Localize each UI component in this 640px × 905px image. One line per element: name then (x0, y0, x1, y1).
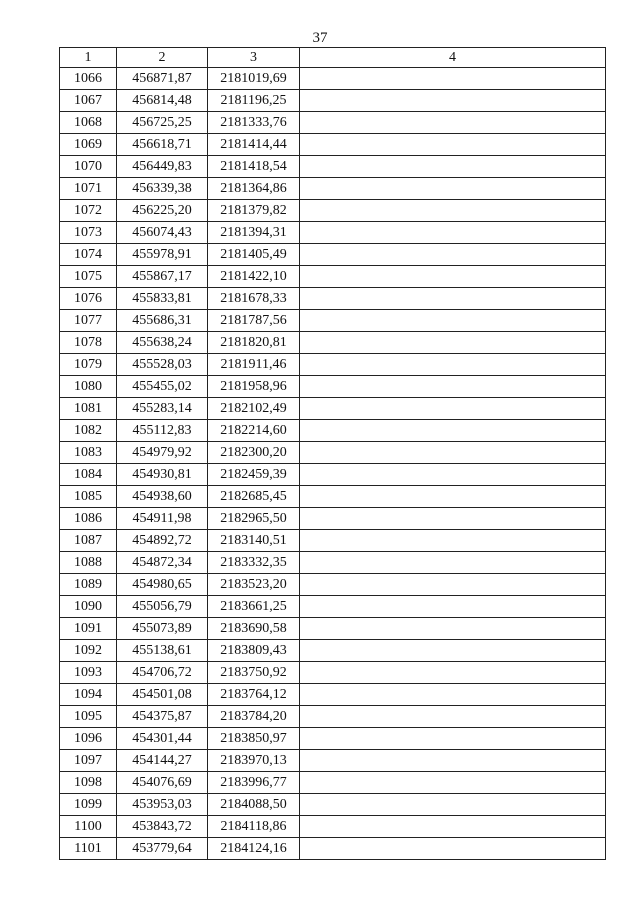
x-coordinate-cell: 456074,43 (117, 222, 208, 244)
point-number-cell: 1084 (60, 464, 117, 486)
table-row (60, 288, 606, 310)
note-cell (300, 178, 606, 200)
y-coordinate-cell: 2183140,51 (208, 530, 300, 552)
x-coordinate-cell: 453779,64 (117, 838, 208, 860)
y-coordinate-cell: 2181405,49 (208, 244, 300, 266)
point-number-cell: 1101 (60, 838, 117, 860)
x-coordinate-cell: 453953,03 (117, 794, 208, 816)
x-coordinate-cell: 455867,17 (117, 266, 208, 288)
y-coordinate-cell: 2181418,54 (208, 156, 300, 178)
x-coordinate-cell: 455073,89 (117, 618, 208, 640)
point-number-cell: 1078 (60, 332, 117, 354)
note-cell (300, 772, 606, 794)
y-coordinate-cell: 2184124,16 (208, 838, 300, 860)
table-row (60, 574, 606, 596)
y-coordinate-cell: 2184088,50 (208, 794, 300, 816)
table-row (60, 750, 606, 772)
point-number-cell: 1073 (60, 222, 117, 244)
point-number-cell: 1067 (60, 90, 117, 112)
note-cell (300, 464, 606, 486)
table-row (60, 706, 606, 728)
table-row (60, 530, 606, 552)
y-coordinate-cell: 2183750,92 (208, 662, 300, 684)
point-number-cell: 1096 (60, 728, 117, 750)
x-coordinate-cell: 454076,69 (117, 772, 208, 794)
note-cell (300, 332, 606, 354)
note-cell (300, 750, 606, 772)
y-coordinate-cell: 2181678,33 (208, 288, 300, 310)
point-number-cell: 1088 (60, 552, 117, 574)
y-coordinate-cell: 2181394,31 (208, 222, 300, 244)
table-row (60, 310, 606, 332)
column-header-3: 3 (208, 48, 300, 68)
x-coordinate-cell: 455833,81 (117, 288, 208, 310)
column-header-4: 4 (300, 48, 606, 68)
note-cell (300, 618, 606, 640)
table-row (60, 640, 606, 662)
y-coordinate-cell: 2183332,35 (208, 552, 300, 574)
note-cell (300, 794, 606, 816)
x-coordinate-cell: 455283,14 (117, 398, 208, 420)
x-coordinate-cell: 454375,87 (117, 706, 208, 728)
point-number-cell: 1079 (60, 354, 117, 376)
table-row (60, 420, 606, 442)
x-coordinate-cell: 455455,02 (117, 376, 208, 398)
y-coordinate-cell: 2181196,25 (208, 90, 300, 112)
point-number-cell: 1081 (60, 398, 117, 420)
note-cell (300, 552, 606, 574)
x-coordinate-cell: 454938,60 (117, 486, 208, 508)
point-number-cell: 1066 (60, 68, 117, 90)
note-cell (300, 530, 606, 552)
y-coordinate-cell: 2181333,76 (208, 112, 300, 134)
table-row (60, 508, 606, 530)
point-number-cell: 1074 (60, 244, 117, 266)
point-number-cell: 1095 (60, 706, 117, 728)
table-row (60, 662, 606, 684)
y-coordinate-cell: 2182214,60 (208, 420, 300, 442)
point-number-cell: 1076 (60, 288, 117, 310)
point-number-cell: 1083 (60, 442, 117, 464)
x-coordinate-cell: 455138,61 (117, 640, 208, 662)
y-coordinate-cell: 2182459,39 (208, 464, 300, 486)
x-coordinate-cell: 455638,24 (117, 332, 208, 354)
y-coordinate-cell: 2182965,50 (208, 508, 300, 530)
x-coordinate-cell: 453843,72 (117, 816, 208, 838)
y-coordinate-cell: 2181820,81 (208, 332, 300, 354)
table-row (60, 112, 606, 134)
note-cell (300, 486, 606, 508)
table-row (60, 90, 606, 112)
x-coordinate-cell: 454980,65 (117, 574, 208, 596)
y-coordinate-cell: 2182300,20 (208, 442, 300, 464)
x-coordinate-cell: 454501,08 (117, 684, 208, 706)
note-cell (300, 684, 606, 706)
y-coordinate-cell: 2183690,58 (208, 618, 300, 640)
point-number-cell: 1089 (60, 574, 117, 596)
y-coordinate-cell: 2182102,49 (208, 398, 300, 420)
x-coordinate-cell: 456449,83 (117, 156, 208, 178)
table-row (60, 442, 606, 464)
table-row (60, 486, 606, 508)
x-coordinate-cell: 456618,71 (117, 134, 208, 156)
y-coordinate-cell: 2181414,44 (208, 134, 300, 156)
note-cell (300, 728, 606, 750)
note-cell (300, 508, 606, 530)
point-number-cell: 1099 (60, 794, 117, 816)
note-cell (300, 200, 606, 222)
note-cell (300, 706, 606, 728)
point-number-cell: 1093 (60, 662, 117, 684)
x-coordinate-cell: 455056,79 (117, 596, 208, 618)
x-coordinate-cell: 454979,92 (117, 442, 208, 464)
x-coordinate-cell: 455528,03 (117, 354, 208, 376)
page-number: 37 (312, 30, 328, 46)
note-cell (300, 376, 606, 398)
table-row (60, 398, 606, 420)
table-row (60, 68, 606, 90)
x-coordinate-cell: 454706,72 (117, 662, 208, 684)
x-coordinate-cell: 456725,25 (117, 112, 208, 134)
point-number-cell: 1080 (60, 376, 117, 398)
point-number-cell: 1072 (60, 200, 117, 222)
y-coordinate-cell: 2183809,43 (208, 640, 300, 662)
y-coordinate-cell: 2183996,77 (208, 772, 300, 794)
y-coordinate-cell: 2183784,20 (208, 706, 300, 728)
y-coordinate-cell: 2181019,69 (208, 68, 300, 90)
table-row (60, 134, 606, 156)
table-row (60, 156, 606, 178)
table-row (60, 354, 606, 376)
point-number-cell: 1094 (60, 684, 117, 706)
x-coordinate-cell: 455686,31 (117, 310, 208, 332)
table-row (60, 816, 606, 838)
table-row (60, 794, 606, 816)
table-header-row (60, 48, 606, 68)
column-header-2: 2 (117, 48, 208, 68)
point-number-cell: 1097 (60, 750, 117, 772)
point-number-cell: 1100 (60, 816, 117, 838)
x-coordinate-cell: 455112,83 (117, 420, 208, 442)
point-number-cell: 1086 (60, 508, 117, 530)
table-row (60, 332, 606, 354)
y-coordinate-cell: 2181422,10 (208, 266, 300, 288)
table-row (60, 376, 606, 398)
x-coordinate-cell: 456871,87 (117, 68, 208, 90)
y-coordinate-cell: 2183764,12 (208, 684, 300, 706)
table-row (60, 244, 606, 266)
table-row (60, 728, 606, 750)
table-body (60, 68, 606, 860)
note-cell (300, 640, 606, 662)
note-cell (300, 156, 606, 178)
note-cell (300, 420, 606, 442)
point-number-cell: 1070 (60, 156, 117, 178)
table-row (60, 552, 606, 574)
note-cell (300, 838, 606, 860)
y-coordinate-cell: 2183850,97 (208, 728, 300, 750)
y-coordinate-cell: 2181911,46 (208, 354, 300, 376)
table-row (60, 838, 606, 860)
note-cell (300, 596, 606, 618)
table-row (60, 464, 606, 486)
note-cell (300, 134, 606, 156)
note-cell (300, 354, 606, 376)
x-coordinate-cell: 454872,34 (117, 552, 208, 574)
note-cell (300, 816, 606, 838)
x-coordinate-cell: 456339,38 (117, 178, 208, 200)
x-coordinate-cell: 454930,81 (117, 464, 208, 486)
x-coordinate-cell: 454911,98 (117, 508, 208, 530)
note-cell (300, 288, 606, 310)
point-number-cell: 1071 (60, 178, 117, 200)
note-cell (300, 442, 606, 464)
note-cell (300, 266, 606, 288)
table-row (60, 222, 606, 244)
y-coordinate-cell: 2184118,86 (208, 816, 300, 838)
point-number-cell: 1087 (60, 530, 117, 552)
y-coordinate-cell: 2183523,20 (208, 574, 300, 596)
table-row (60, 178, 606, 200)
point-number-cell: 1077 (60, 310, 117, 332)
point-number-cell: 1085 (60, 486, 117, 508)
y-coordinate-cell: 2181379,82 (208, 200, 300, 222)
x-coordinate-cell: 455978,91 (117, 244, 208, 266)
point-number-cell: 1082 (60, 420, 117, 442)
table-row (60, 200, 606, 222)
y-coordinate-cell: 2183970,13 (208, 750, 300, 772)
table-row (60, 684, 606, 706)
point-number-cell: 1092 (60, 640, 117, 662)
point-number-cell: 1075 (60, 266, 117, 288)
y-coordinate-cell: 2183661,25 (208, 596, 300, 618)
note-cell (300, 90, 606, 112)
y-coordinate-cell: 2181787,56 (208, 310, 300, 332)
note-cell (300, 574, 606, 596)
note-cell (300, 68, 606, 90)
note-cell (300, 112, 606, 134)
x-coordinate-cell: 454892,72 (117, 530, 208, 552)
point-number-cell: 1091 (60, 618, 117, 640)
note-cell (300, 244, 606, 266)
point-number-cell: 1098 (60, 772, 117, 794)
y-coordinate-cell: 2182685,45 (208, 486, 300, 508)
column-header-1: 1 (60, 48, 117, 68)
coordinates-table (59, 47, 606, 860)
table-row (60, 266, 606, 288)
note-cell (300, 310, 606, 332)
table-row (60, 618, 606, 640)
x-coordinate-cell: 454301,44 (117, 728, 208, 750)
x-coordinate-cell: 456814,48 (117, 90, 208, 112)
x-coordinate-cell: 456225,20 (117, 200, 208, 222)
note-cell (300, 222, 606, 244)
note-cell (300, 662, 606, 684)
table-row (60, 772, 606, 794)
y-coordinate-cell: 2181364,86 (208, 178, 300, 200)
x-coordinate-cell: 454144,27 (117, 750, 208, 772)
point-number-cell: 1068 (60, 112, 117, 134)
table-row (60, 596, 606, 618)
point-number-cell: 1069 (60, 134, 117, 156)
point-number-cell: 1090 (60, 596, 117, 618)
note-cell (300, 398, 606, 420)
y-coordinate-cell: 2181958,96 (208, 376, 300, 398)
